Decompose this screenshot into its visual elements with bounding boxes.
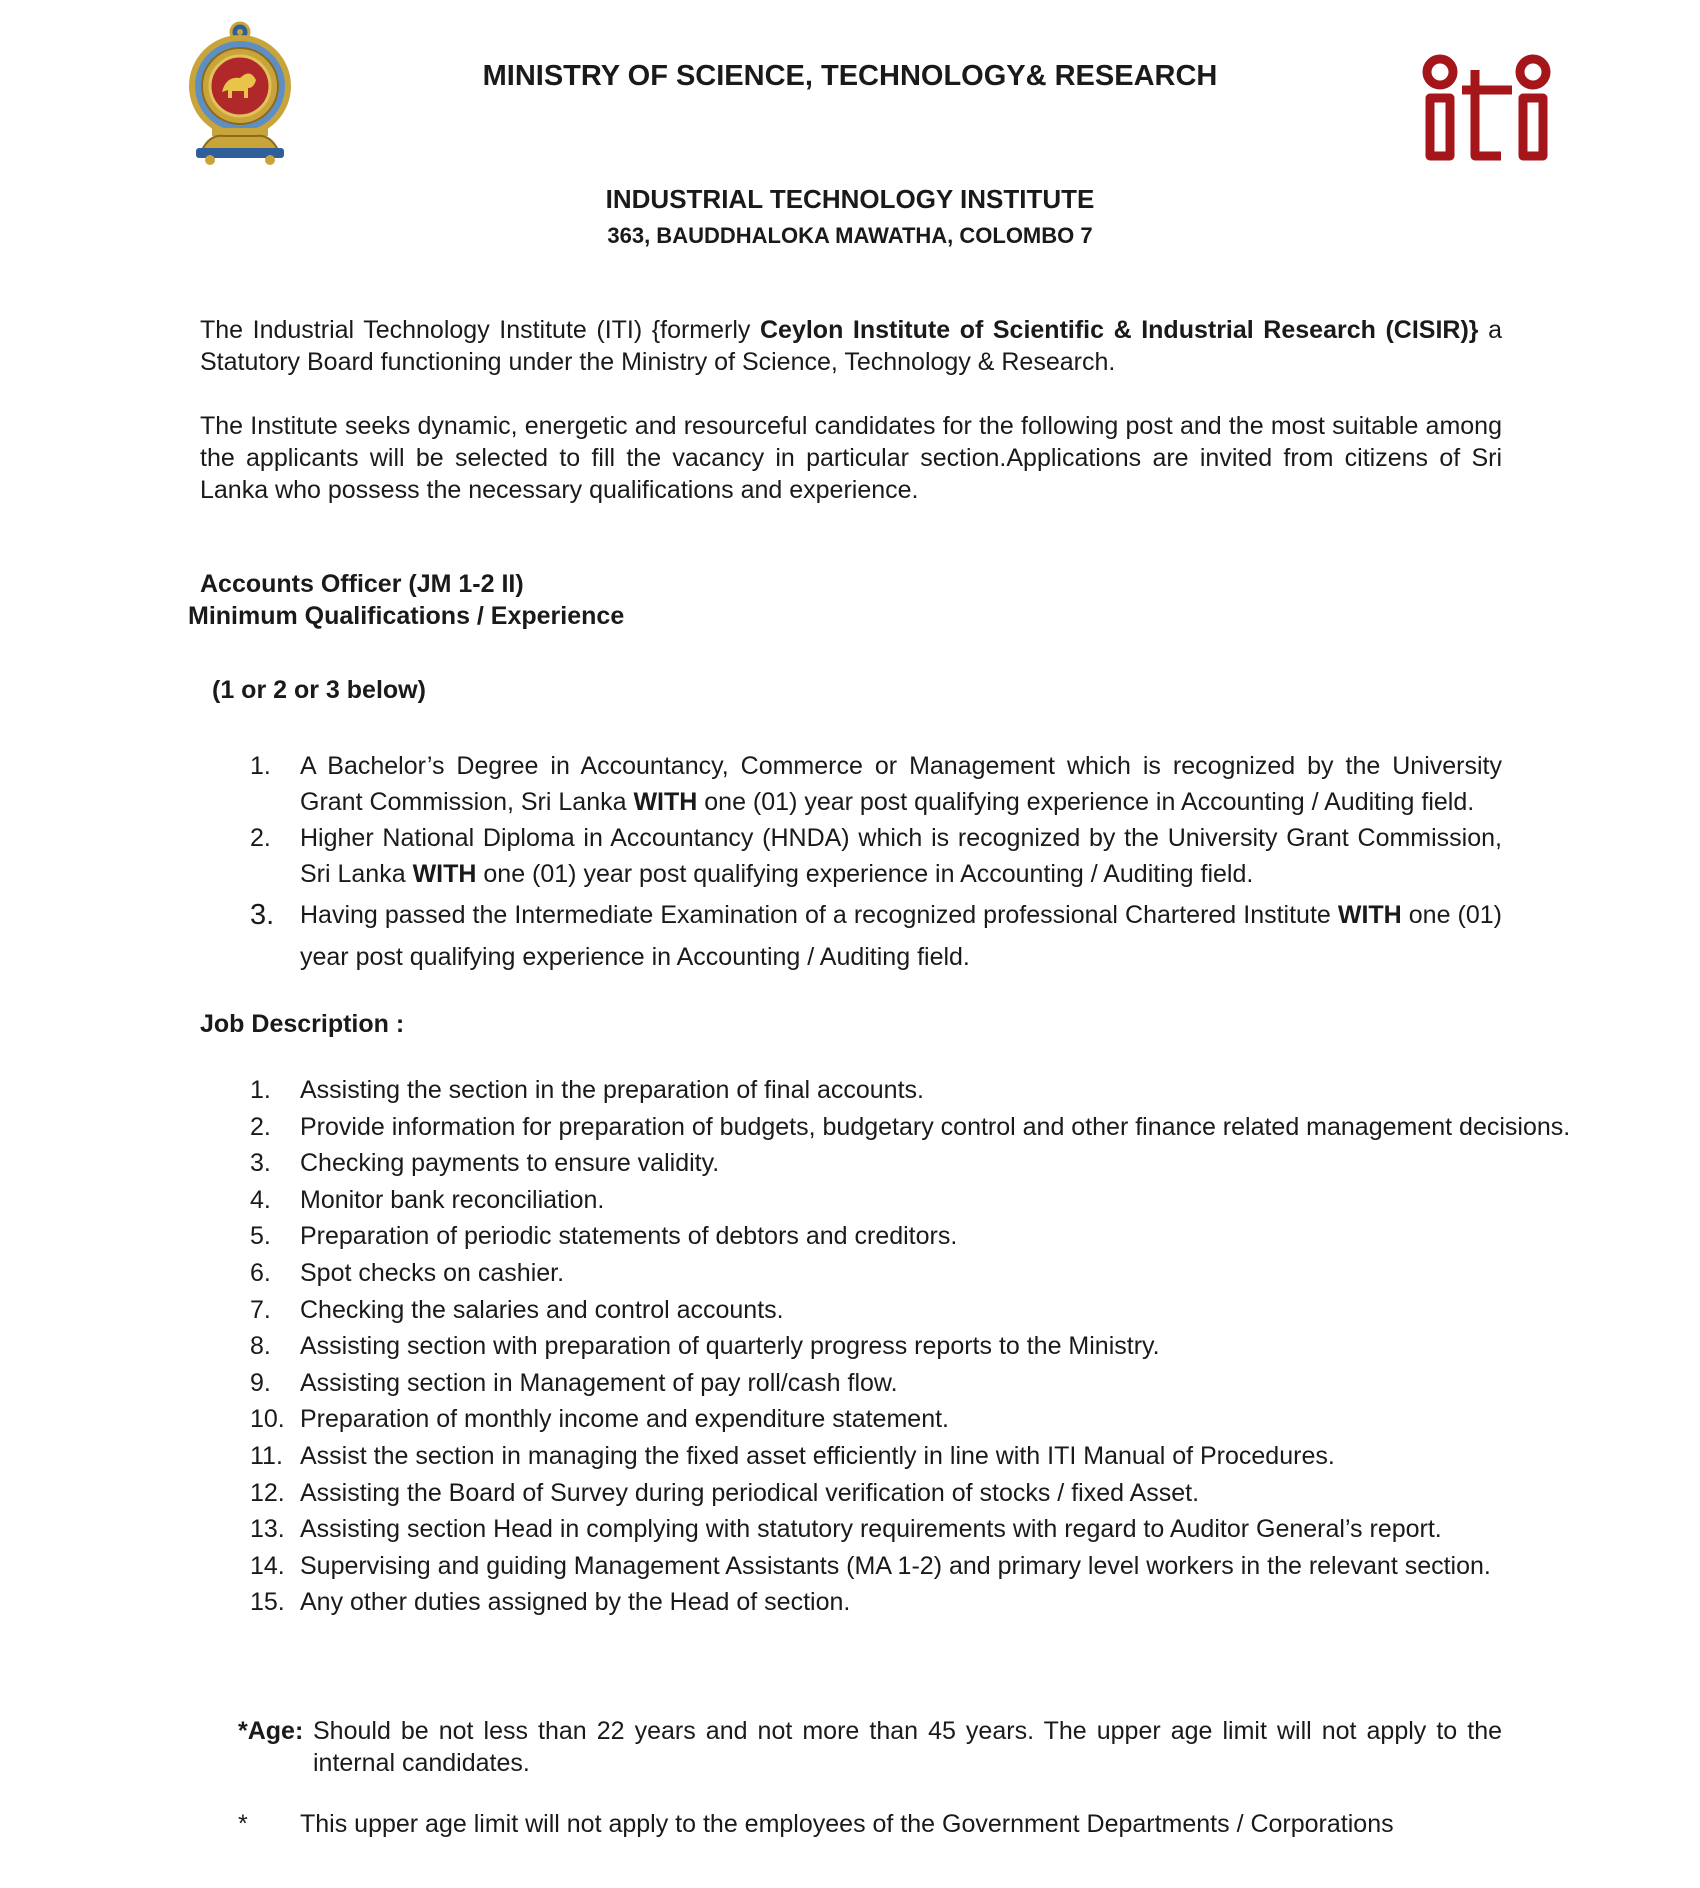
job-description-list	[250, 1072, 1571, 1621]
duty-item	[250, 1548, 1550, 1585]
intro-text: The Industrial Technology Institute (ITI) {formerly	[200, 316, 760, 344]
item-number: 2.	[250, 824, 271, 852]
institute-address: 363, BAUDDHALOKA MAWATHA, COLOMBO 7	[607, 223, 1093, 248]
duty-text: Assisting section in Management of pay roll/cash flow.	[300, 1368, 898, 1397]
post-title: Accounts Officer (JM 1-2 II)	[200, 570, 524, 598]
item-number: 1.	[250, 1076, 271, 1104]
note-asterisk: *	[238, 1810, 248, 1838]
duty-item	[250, 1182, 1550, 1219]
duty-item	[250, 1475, 1550, 1512]
duty-text: Checking the salaries and control accounts.	[300, 1295, 784, 1324]
duty-text: Assist the section in managing the fixed asset efficiently in line with ITI Manual of Procedures.	[300, 1441, 1335, 1470]
duty-item	[250, 1072, 1550, 1109]
duty-item	[250, 1109, 1571, 1146]
item-number: 9.	[250, 1368, 271, 1397]
with-keyword: WITH	[1337, 901, 1402, 929]
duty-text: Monitor bank reconciliation.	[300, 1185, 605, 1214]
item-number: 7.	[250, 1295, 271, 1324]
iti-logo-icon	[1420, 50, 1555, 163]
qualification-text: A Bachelor’s Degree in Accountancy, Commerce or Management which is recognized by the University Grant Commission, Sri Lanka	[300, 752, 1502, 816]
item-number: 3.	[250, 1149, 271, 1178]
item-number: 14.	[250, 1551, 285, 1580]
duty-item	[250, 1255, 1550, 1292]
duty-item	[250, 1401, 1550, 1438]
duty-text: Assisting section with preparation of quarterly progress reports to the Ministry.	[300, 1332, 1160, 1361]
duty-text: Preparation of periodic statements of debtors and creditors.	[300, 1222, 958, 1251]
min-qualifications-heading: Minimum Qualifications / Experience	[188, 602, 625, 630]
item-number: 5.	[250, 1222, 271, 1251]
item-number: 1.	[250, 752, 271, 780]
qualifications-list	[250, 748, 1502, 978]
former-name: Ceylon Institute of Scientific & Industrial Research (CISIR)}	[759, 316, 1479, 344]
duty-text: Provide information for preparation of budgets, budgetary control and other finance related management decisions.	[300, 1112, 1571, 1141]
duty-text: Assisting section Head in complying with statutory requirements with regard to Auditor General’s report.	[300, 1515, 1442, 1544]
item-number: 6.	[250, 1258, 271, 1287]
duty-item	[250, 1218, 1550, 1255]
qualification-item	[250, 748, 1502, 820]
intro-paragraph-1	[200, 314, 1502, 378]
age-requirement	[238, 1715, 1502, 1779]
item-number: 3.	[250, 899, 275, 931]
item-number: 10.	[250, 1405, 285, 1434]
qualification-item	[250, 894, 1502, 978]
job-description-heading: Job Description :	[200, 1010, 405, 1038]
item-number: 15.	[250, 1588, 285, 1617]
qualification-text-end: one (01) year post qualifying experience in Accounting / Auditing field.	[476, 860, 1254, 888]
qualification-text-end: one (01) year post qualifying experience in Accounting / Auditing field.	[697, 788, 1475, 816]
with-keyword: WITH	[412, 860, 477, 888]
qualification-text-end: one (01) year post qualifying experience in Accounting / Auditing field.	[300, 901, 1502, 971]
intro-paragraph-2: The Institute seeks dynamic, energetic and resourceful candidates for the following post and the most suitable among the applicants will be selected to fill the vacancy in particular section.Applications are invited from citizens of Sri Lanka who possess the necessary qualifications and experience.	[200, 412, 1502, 504]
item-number: 11.	[250, 1441, 283, 1470]
duty-item	[250, 1584, 1550, 1621]
duty-text: Checking payments to ensure validity.	[300, 1149, 720, 1178]
qualification-text: Having passed the Intermediate Examination of a recognized professional Chartered Institute	[300, 901, 1338, 929]
item-number: 12.	[250, 1478, 285, 1507]
qualification-item	[250, 820, 1502, 892]
ministry-heading: MINISTRY OF SCIENCE, TECHNOLOGY& RESEARCH	[482, 60, 1218, 92]
duty-text: Preparation of monthly income and expenditure statement.	[300, 1405, 949, 1434]
age-text: Should be not less than 22 years and not more than 45 years. The upper age limit will not apply to the internal candidates.	[313, 1717, 1502, 1777]
intro-text-end: a Statutory Board functioning under the Ministry of Science, Technology & Research.	[200, 316, 1502, 376]
duty-text: Spot checks on cashier.	[300, 1258, 565, 1287]
qualification-options: (1 or 2 or 3 below)	[212, 676, 426, 704]
duty-item	[250, 1438, 1550, 1475]
duty-text: Assisting the section in the preparation of final accounts.	[300, 1076, 924, 1104]
age-label: *Age:	[238, 1717, 304, 1745]
qualification-text: Higher National Diploma in Accountancy (HNDA) which is recognized by the University Grant Commission, Sri Lanka	[300, 824, 1502, 888]
item-number: 8.	[250, 1332, 271, 1361]
duty-item	[250, 1145, 1550, 1182]
duty-item	[250, 1511, 1550, 1548]
with-keyword: WITH	[633, 788, 698, 816]
institute-name: INDUSTRIAL TECHNOLOGY INSTITUTE	[605, 184, 1095, 214]
note-text: This upper age limit will not apply to the employees of the Government Departments / Corporations	[300, 1810, 1394, 1838]
item-number: 4.	[250, 1185, 271, 1214]
duty-item	[250, 1365, 1550, 1402]
duty-text: Assisting the Board of Survey during periodical verification of stocks / fixed Asset.	[300, 1478, 1200, 1507]
duty-text: Supervising and guiding Management Assistants (MA 1-2) and primary level workers in the relevant section.	[300, 1551, 1491, 1580]
item-number: 2.	[250, 1112, 271, 1141]
state-emblem-icon	[186, 20, 294, 166]
duty-item	[250, 1328, 1550, 1365]
duty-item	[250, 1292, 1550, 1329]
duty-text: Any other duties assigned by the Head of section.	[300, 1588, 851, 1617]
item-number: 13.	[250, 1515, 285, 1544]
